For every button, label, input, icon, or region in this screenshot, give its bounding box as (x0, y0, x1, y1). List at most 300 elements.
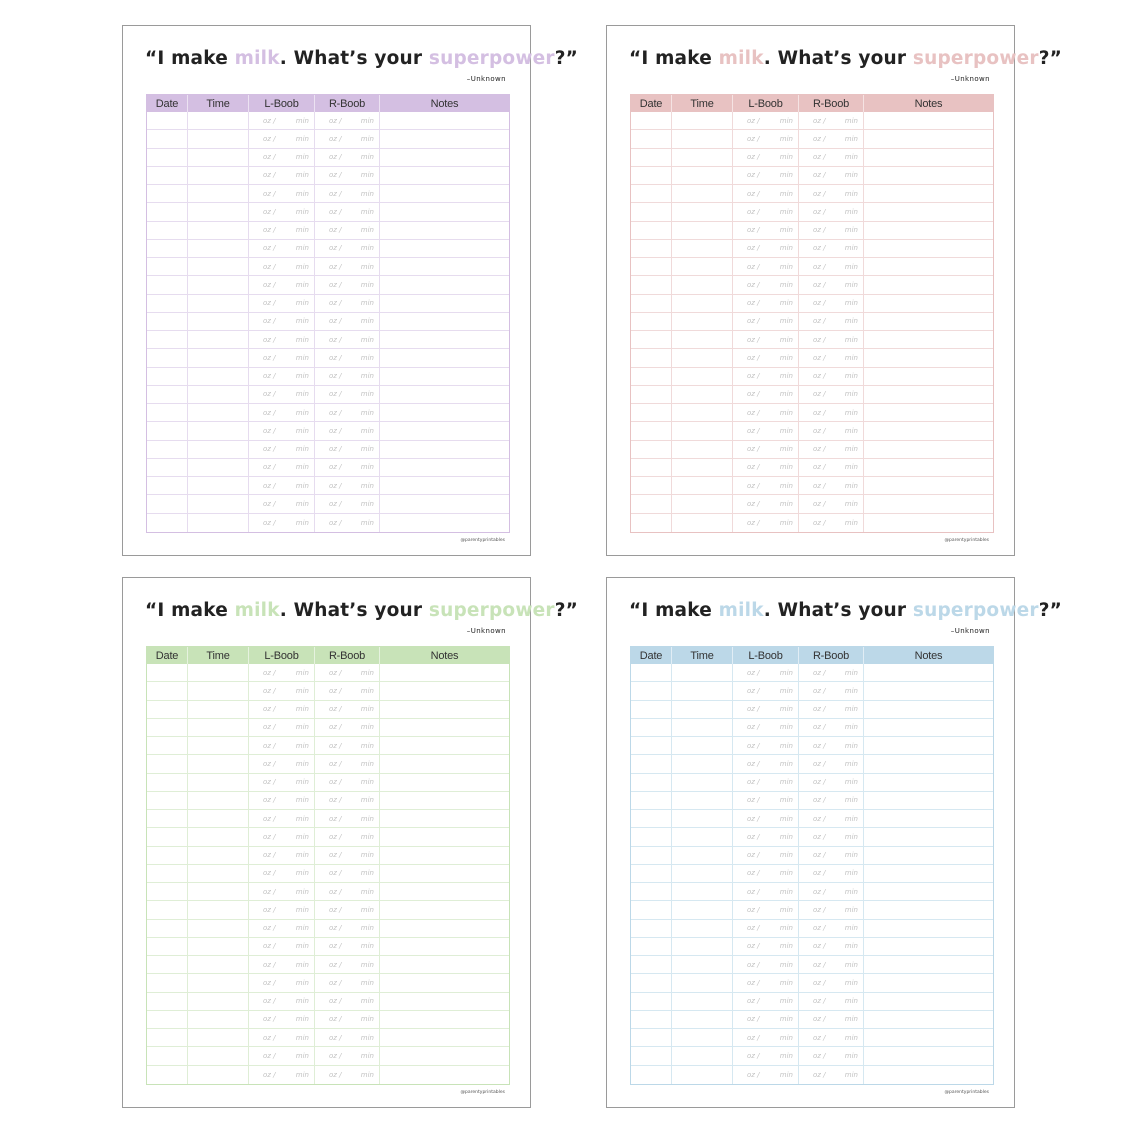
notes-cell[interactable] (864, 847, 993, 864)
notes-cell[interactable] (864, 404, 993, 421)
date-cell[interactable] (631, 112, 672, 129)
time-cell[interactable] (188, 240, 249, 257)
left-boob-cell[interactable] (249, 477, 315, 494)
time-cell[interactable] (672, 349, 733, 366)
left-boob-cell[interactable] (733, 938, 799, 955)
date-cell[interactable] (147, 459, 188, 476)
notes-cell[interactable] (864, 974, 993, 991)
left-boob-cell[interactable] (733, 459, 799, 476)
right-boob-cell[interactable] (315, 386, 380, 403)
notes-cell[interactable] (864, 386, 993, 403)
time-cell[interactable] (672, 185, 733, 202)
right-boob-cell[interactable] (799, 810, 864, 827)
notes-cell[interactable] (380, 719, 509, 736)
notes-cell[interactable] (380, 701, 509, 718)
right-boob-cell[interactable] (799, 956, 864, 973)
time-cell[interactable] (672, 167, 733, 184)
time-cell[interactable] (188, 1066, 249, 1084)
date-cell[interactable] (147, 422, 188, 439)
right-boob-cell[interactable] (799, 258, 864, 275)
right-boob-cell[interactable] (315, 1029, 380, 1046)
time-cell[interactable] (188, 792, 249, 809)
left-boob-cell[interactable] (733, 682, 799, 699)
notes-cell[interactable] (380, 130, 509, 147)
left-boob-cell[interactable] (249, 149, 315, 166)
left-boob-cell[interactable] (249, 404, 315, 421)
left-boob-cell[interactable] (733, 112, 799, 129)
right-boob-cell[interactable] (799, 495, 864, 512)
date-cell[interactable] (147, 441, 188, 458)
notes-cell[interactable] (380, 956, 509, 973)
notes-cell[interactable] (864, 331, 993, 348)
time-cell[interactable] (672, 514, 733, 532)
notes-cell[interactable] (380, 404, 509, 421)
notes-cell[interactable] (380, 993, 509, 1010)
date-cell[interactable] (631, 774, 672, 791)
date-cell[interactable] (631, 1029, 672, 1046)
time-cell[interactable] (188, 167, 249, 184)
notes-cell[interactable] (380, 810, 509, 827)
left-boob-cell[interactable] (249, 938, 315, 955)
right-boob-cell[interactable] (315, 755, 380, 772)
notes-cell[interactable] (864, 901, 993, 918)
left-boob-cell[interactable] (249, 130, 315, 147)
notes-cell[interactable] (864, 276, 993, 293)
notes-cell[interactable] (380, 938, 509, 955)
right-boob-cell[interactable] (315, 514, 380, 532)
time-cell[interactable] (188, 295, 249, 312)
right-boob-cell[interactable] (799, 149, 864, 166)
date-cell[interactable] (147, 1066, 188, 1084)
date-cell[interactable] (147, 203, 188, 220)
left-boob-cell[interactable] (249, 441, 315, 458)
right-boob-cell[interactable] (799, 386, 864, 403)
time-cell[interactable] (188, 203, 249, 220)
right-boob-cell[interactable] (315, 901, 380, 918)
notes-cell[interactable] (864, 701, 993, 718)
time-cell[interactable] (672, 1011, 733, 1028)
time-cell[interactable] (188, 1029, 249, 1046)
time-cell[interactable] (188, 828, 249, 845)
date-cell[interactable] (631, 477, 672, 494)
time-cell[interactable] (672, 404, 733, 421)
date-cell[interactable] (147, 240, 188, 257)
notes-cell[interactable] (864, 149, 993, 166)
right-boob-cell[interactable] (315, 185, 380, 202)
notes-cell[interactable] (864, 664, 993, 681)
time-cell[interactable] (672, 901, 733, 918)
date-cell[interactable] (631, 1047, 672, 1064)
left-boob-cell[interactable] (249, 865, 315, 882)
time-cell[interactable] (188, 755, 249, 772)
left-boob-cell[interactable] (733, 514, 799, 532)
notes-cell[interactable] (380, 974, 509, 991)
right-boob-cell[interactable] (315, 701, 380, 718)
notes-cell[interactable] (380, 755, 509, 772)
notes-cell[interactable] (864, 1047, 993, 1064)
left-boob-cell[interactable] (249, 349, 315, 366)
date-cell[interactable] (147, 719, 188, 736)
notes-cell[interactable] (380, 774, 509, 791)
left-boob-cell[interactable] (249, 1047, 315, 1064)
time-cell[interactable] (672, 222, 733, 239)
right-boob-cell[interactable] (799, 203, 864, 220)
time-cell[interactable] (672, 664, 733, 681)
left-boob-cell[interactable] (249, 422, 315, 439)
date-cell[interactable] (147, 701, 188, 718)
notes-cell[interactable] (380, 258, 509, 275)
left-boob-cell[interactable] (733, 1011, 799, 1028)
left-boob-cell[interactable] (249, 185, 315, 202)
right-boob-cell[interactable] (799, 422, 864, 439)
date-cell[interactable] (631, 422, 672, 439)
time-cell[interactable] (672, 495, 733, 512)
notes-cell[interactable] (864, 828, 993, 845)
notes-cell[interactable] (864, 130, 993, 147)
time-cell[interactable] (188, 495, 249, 512)
time-cell[interactable] (672, 422, 733, 439)
left-boob-cell[interactable] (733, 222, 799, 239)
time-cell[interactable] (672, 386, 733, 403)
left-boob-cell[interactable] (249, 514, 315, 532)
notes-cell[interactable] (864, 313, 993, 330)
right-boob-cell[interactable] (315, 477, 380, 494)
time-cell[interactable] (672, 240, 733, 257)
date-cell[interactable] (147, 404, 188, 421)
time-cell[interactable] (672, 974, 733, 991)
notes-cell[interactable] (380, 477, 509, 494)
right-boob-cell[interactable] (315, 956, 380, 973)
date-cell[interactable] (147, 993, 188, 1010)
left-boob-cell[interactable] (733, 810, 799, 827)
left-boob-cell[interactable] (249, 719, 315, 736)
date-cell[interactable] (631, 368, 672, 385)
left-boob-cell[interactable] (733, 719, 799, 736)
date-cell[interactable] (631, 295, 672, 312)
date-cell[interactable] (147, 828, 188, 845)
right-boob-cell[interactable] (315, 883, 380, 900)
time-cell[interactable] (672, 1029, 733, 1046)
left-boob-cell[interactable] (733, 441, 799, 458)
notes-cell[interactable] (864, 755, 993, 772)
notes-cell[interactable] (864, 349, 993, 366)
left-boob-cell[interactable] (733, 664, 799, 681)
date-cell[interactable] (631, 240, 672, 257)
notes-cell[interactable] (380, 865, 509, 882)
notes-cell[interactable] (380, 222, 509, 239)
date-cell[interactable] (631, 974, 672, 991)
right-boob-cell[interactable] (799, 441, 864, 458)
time-cell[interactable] (188, 331, 249, 348)
date-cell[interactable] (631, 167, 672, 184)
right-boob-cell[interactable] (315, 459, 380, 476)
date-cell[interactable] (631, 737, 672, 754)
right-boob-cell[interactable] (315, 422, 380, 439)
right-boob-cell[interactable] (799, 167, 864, 184)
date-cell[interactable] (147, 313, 188, 330)
date-cell[interactable] (631, 901, 672, 918)
notes-cell[interactable] (864, 956, 993, 973)
notes-cell[interactable] (864, 883, 993, 900)
date-cell[interactable] (147, 755, 188, 772)
right-boob-cell[interactable] (799, 792, 864, 809)
date-cell[interactable] (631, 130, 672, 147)
date-cell[interactable] (631, 682, 672, 699)
time-cell[interactable] (188, 368, 249, 385)
right-boob-cell[interactable] (315, 792, 380, 809)
notes-cell[interactable] (864, 737, 993, 754)
left-boob-cell[interactable] (733, 404, 799, 421)
time-cell[interactable] (672, 1066, 733, 1084)
left-boob-cell[interactable] (733, 203, 799, 220)
right-boob-cell[interactable] (315, 1047, 380, 1064)
notes-cell[interactable] (864, 295, 993, 312)
date-cell[interactable] (147, 514, 188, 532)
right-boob-cell[interactable] (799, 276, 864, 293)
notes-cell[interactable] (864, 185, 993, 202)
left-boob-cell[interactable] (249, 682, 315, 699)
right-boob-cell[interactable] (315, 974, 380, 991)
left-boob-cell[interactable] (249, 167, 315, 184)
time-cell[interactable] (672, 737, 733, 754)
right-boob-cell[interactable] (799, 459, 864, 476)
left-boob-cell[interactable] (249, 112, 315, 129)
left-boob-cell[interactable] (733, 737, 799, 754)
time-cell[interactable] (188, 901, 249, 918)
time-cell[interactable] (672, 276, 733, 293)
right-boob-cell[interactable] (315, 828, 380, 845)
date-cell[interactable] (631, 349, 672, 366)
time-cell[interactable] (672, 149, 733, 166)
left-boob-cell[interactable] (733, 956, 799, 973)
date-cell[interactable] (147, 1047, 188, 1064)
date-cell[interactable] (147, 938, 188, 955)
notes-cell[interactable] (380, 847, 509, 864)
notes-cell[interactable] (380, 1029, 509, 1046)
right-boob-cell[interactable] (799, 240, 864, 257)
right-boob-cell[interactable] (799, 974, 864, 991)
notes-cell[interactable] (380, 514, 509, 532)
date-cell[interactable] (147, 130, 188, 147)
time-cell[interactable] (672, 993, 733, 1010)
notes-cell[interactable] (864, 167, 993, 184)
time-cell[interactable] (188, 920, 249, 937)
right-boob-cell[interactable] (799, 865, 864, 882)
time-cell[interactable] (672, 1047, 733, 1064)
right-boob-cell[interactable] (799, 701, 864, 718)
time-cell[interactable] (188, 404, 249, 421)
date-cell[interactable] (147, 1011, 188, 1028)
notes-cell[interactable] (864, 792, 993, 809)
date-cell[interactable] (631, 956, 672, 973)
date-cell[interactable] (147, 349, 188, 366)
left-boob-cell[interactable] (249, 792, 315, 809)
date-cell[interactable] (631, 441, 672, 458)
right-boob-cell[interactable] (315, 331, 380, 348)
left-boob-cell[interactable] (249, 993, 315, 1010)
date-cell[interactable] (147, 737, 188, 754)
date-cell[interactable] (147, 477, 188, 494)
time-cell[interactable] (188, 865, 249, 882)
time-cell[interactable] (672, 130, 733, 147)
left-boob-cell[interactable] (249, 755, 315, 772)
notes-cell[interactable] (864, 514, 993, 532)
left-boob-cell[interactable] (249, 774, 315, 791)
notes-cell[interactable] (864, 203, 993, 220)
notes-cell[interactable] (380, 664, 509, 681)
time-cell[interactable] (672, 792, 733, 809)
right-boob-cell[interactable] (799, 883, 864, 900)
date-cell[interactable] (147, 901, 188, 918)
date-cell[interactable] (147, 386, 188, 403)
notes-cell[interactable] (864, 495, 993, 512)
time-cell[interactable] (188, 956, 249, 973)
notes-cell[interactable] (380, 331, 509, 348)
date-cell[interactable] (147, 258, 188, 275)
left-boob-cell[interactable] (733, 901, 799, 918)
time-cell[interactable] (672, 477, 733, 494)
left-boob-cell[interactable] (733, 386, 799, 403)
left-boob-cell[interactable] (733, 477, 799, 494)
right-boob-cell[interactable] (799, 1047, 864, 1064)
right-boob-cell[interactable] (799, 1029, 864, 1046)
left-boob-cell[interactable] (249, 495, 315, 512)
right-boob-cell[interactable] (315, 276, 380, 293)
notes-cell[interactable] (380, 149, 509, 166)
left-boob-cell[interactable] (733, 240, 799, 257)
date-cell[interactable] (147, 865, 188, 882)
date-cell[interactable] (631, 404, 672, 421)
time-cell[interactable] (188, 938, 249, 955)
left-boob-cell[interactable] (733, 276, 799, 293)
time-cell[interactable] (672, 441, 733, 458)
right-boob-cell[interactable] (799, 222, 864, 239)
date-cell[interactable] (631, 149, 672, 166)
right-boob-cell[interactable] (315, 149, 380, 166)
date-cell[interactable] (631, 993, 672, 1010)
left-boob-cell[interactable] (733, 258, 799, 275)
date-cell[interactable] (147, 149, 188, 166)
left-boob-cell[interactable] (249, 920, 315, 937)
right-boob-cell[interactable] (799, 477, 864, 494)
notes-cell[interactable] (864, 477, 993, 494)
notes-cell[interactable] (380, 441, 509, 458)
left-boob-cell[interactable] (249, 828, 315, 845)
time-cell[interactable] (672, 459, 733, 476)
right-boob-cell[interactable] (799, 185, 864, 202)
notes-cell[interactable] (864, 459, 993, 476)
date-cell[interactable] (147, 295, 188, 312)
right-boob-cell[interactable] (315, 295, 380, 312)
date-cell[interactable] (631, 313, 672, 330)
notes-cell[interactable] (380, 349, 509, 366)
time-cell[interactable] (188, 185, 249, 202)
date-cell[interactable] (147, 682, 188, 699)
time-cell[interactable] (188, 737, 249, 754)
date-cell[interactable] (631, 203, 672, 220)
left-boob-cell[interactable] (249, 701, 315, 718)
date-cell[interactable] (147, 792, 188, 809)
time-cell[interactable] (672, 701, 733, 718)
left-boob-cell[interactable] (249, 1011, 315, 1028)
date-cell[interactable] (147, 331, 188, 348)
notes-cell[interactable] (380, 276, 509, 293)
right-boob-cell[interactable] (799, 368, 864, 385)
notes-cell[interactable] (864, 1011, 993, 1028)
time-cell[interactable] (188, 276, 249, 293)
notes-cell[interactable] (864, 441, 993, 458)
date-cell[interactable] (631, 1011, 672, 1028)
notes-cell[interactable] (864, 993, 993, 1010)
left-boob-cell[interactable] (249, 459, 315, 476)
notes-cell[interactable] (864, 810, 993, 827)
time-cell[interactable] (672, 938, 733, 955)
date-cell[interactable] (147, 1029, 188, 1046)
time-cell[interactable] (188, 664, 249, 681)
left-boob-cell[interactable] (733, 295, 799, 312)
date-cell[interactable] (147, 974, 188, 991)
date-cell[interactable] (631, 755, 672, 772)
date-cell[interactable] (631, 883, 672, 900)
time-cell[interactable] (188, 441, 249, 458)
notes-cell[interactable] (864, 719, 993, 736)
left-boob-cell[interactable] (249, 276, 315, 293)
left-boob-cell[interactable] (733, 368, 799, 385)
notes-cell[interactable] (380, 203, 509, 220)
time-cell[interactable] (672, 258, 733, 275)
left-boob-cell[interactable] (249, 203, 315, 220)
right-boob-cell[interactable] (799, 993, 864, 1010)
right-boob-cell[interactable] (315, 167, 380, 184)
left-boob-cell[interactable] (249, 901, 315, 918)
date-cell[interactable] (631, 459, 672, 476)
time-cell[interactable] (188, 810, 249, 827)
time-cell[interactable] (672, 774, 733, 791)
date-cell[interactable] (147, 112, 188, 129)
right-boob-cell[interactable] (315, 938, 380, 955)
time-cell[interactable] (188, 682, 249, 699)
right-boob-cell[interactable] (315, 920, 380, 937)
date-cell[interactable] (631, 386, 672, 403)
left-boob-cell[interactable] (733, 701, 799, 718)
time-cell[interactable] (672, 865, 733, 882)
time-cell[interactable] (672, 682, 733, 699)
notes-cell[interactable] (864, 774, 993, 791)
time-cell[interactable] (188, 701, 249, 718)
right-boob-cell[interactable] (315, 240, 380, 257)
notes-cell[interactable] (380, 112, 509, 129)
notes-cell[interactable] (380, 682, 509, 699)
left-boob-cell[interactable] (249, 331, 315, 348)
time-cell[interactable] (672, 313, 733, 330)
date-cell[interactable] (147, 810, 188, 827)
notes-cell[interactable] (380, 185, 509, 202)
notes-cell[interactable] (380, 1047, 509, 1064)
left-boob-cell[interactable] (733, 755, 799, 772)
time-cell[interactable] (672, 883, 733, 900)
time-cell[interactable] (672, 828, 733, 845)
notes-cell[interactable] (380, 828, 509, 845)
left-boob-cell[interactable] (249, 883, 315, 900)
date-cell[interactable] (631, 258, 672, 275)
time-cell[interactable] (672, 295, 733, 312)
left-boob-cell[interactable] (733, 774, 799, 791)
date-cell[interactable] (631, 1066, 672, 1084)
right-boob-cell[interactable] (315, 774, 380, 791)
right-boob-cell[interactable] (315, 810, 380, 827)
date-cell[interactable] (631, 828, 672, 845)
left-boob-cell[interactable] (249, 240, 315, 257)
